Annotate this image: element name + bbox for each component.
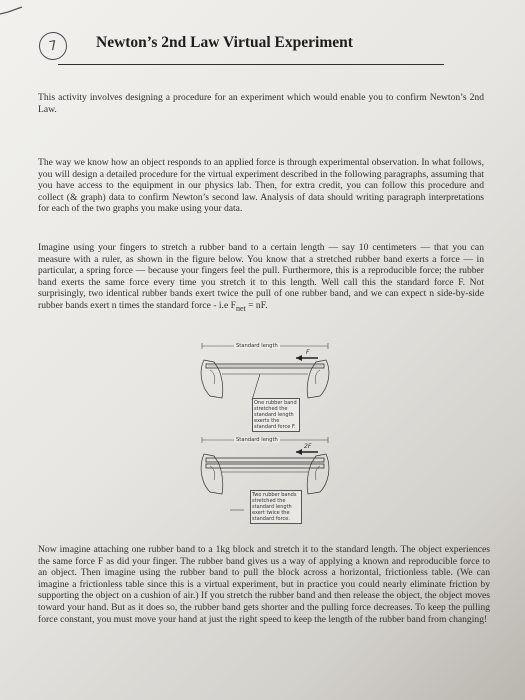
net-subscript: net [235,303,246,313]
handwritten-page-mark [37,30,69,62]
top-ruler [222,374,308,400]
title-divider [58,64,444,65]
rubber-band-text: Imagine using your fingers to stretch a rubber band to a certain length — say 10 centimeters — that you can measure with a ruler, as shown in the figure below. You know that a stretched rubber band exerts a force — in particular, a spring force — because your fingers feel the pull. Furthermore, this is a reproducible force; the rubber band exerts the same force every time you stretch it to this length. Well call this the standard force F. Not surprisingly, two identical rubber bands exert twice the pull of one rubber band, and we can expect n side-by-side rubber bands exert n times the standard force - i.e F [38,242,484,311]
formula-tail: = nF. [245,299,268,311]
document-page [34,22,496,686]
method-paragraph: The way we know how an object responds to an applied force is through experimental observation. In what follows, you will design a detailed procedure for the virtual experiment described in the following paragraphs, assuming that you have access to the equipment in our physics lab. Then, for extra credit, you can follow this procedure and collect (& graph) data to confirm Newton’s second law. Analysis of data should writing paragraph interpretations for each of the two graphs you make using your data. [38,157,484,215]
top-right-hand [307,360,329,398]
top-left-hand [201,360,223,398]
bottom-left-hand [201,454,223,494]
top-length-label: Standard length [236,343,278,349]
rubber-band-paragraph [38,242,484,314]
block-paragraph: Now imagine attaching one rubber band to a 1kg block and stretch it to the standard length. The object experiences the same force F as did your finger. The rubber band gives us a way of applying a known and reproducible force to an object. Then imagine using the rubber band to pull the block across a horizontal, frictionless table. (We can imagine a frictionless table since this is a virtual experiment, but in practice you could nearly eliminate friction by supporting the object on a cushion of air.) If you stretch the rubber band and then release the object, the object moves toward your hand. But as it does so, the rubber band gets shorter and the pulling force decreases. To keep the pulling force constant, you must move your hand at just the right speed to keep the length of the rubber band from changing! [38,544,490,625]
bottom-length-label: Standard length [236,437,278,443]
page-mark-text: 7 [47,37,59,55]
top-caption: One rubber band stretched the standard length exerts the standard force F. [252,398,300,432]
bottom-caption: Two rubber bands stretched the standard length exert twice the standard force. [250,490,302,524]
bottom-rubber-bands [206,458,324,468]
rubber-band-figure [200,340,330,530]
intro-paragraph: This activity involves designing a procedure for an experiment which would enable you to confirm Newton’s 2nd Law. [38,92,484,115]
page-title: Newton’s 2nd Law Virtual Experiment [96,34,353,51]
bottom-right-hand [307,454,329,494]
bottom-force-label: 2F [304,443,312,450]
top-rubber-band [206,364,324,368]
top-force-label: F [306,349,310,356]
